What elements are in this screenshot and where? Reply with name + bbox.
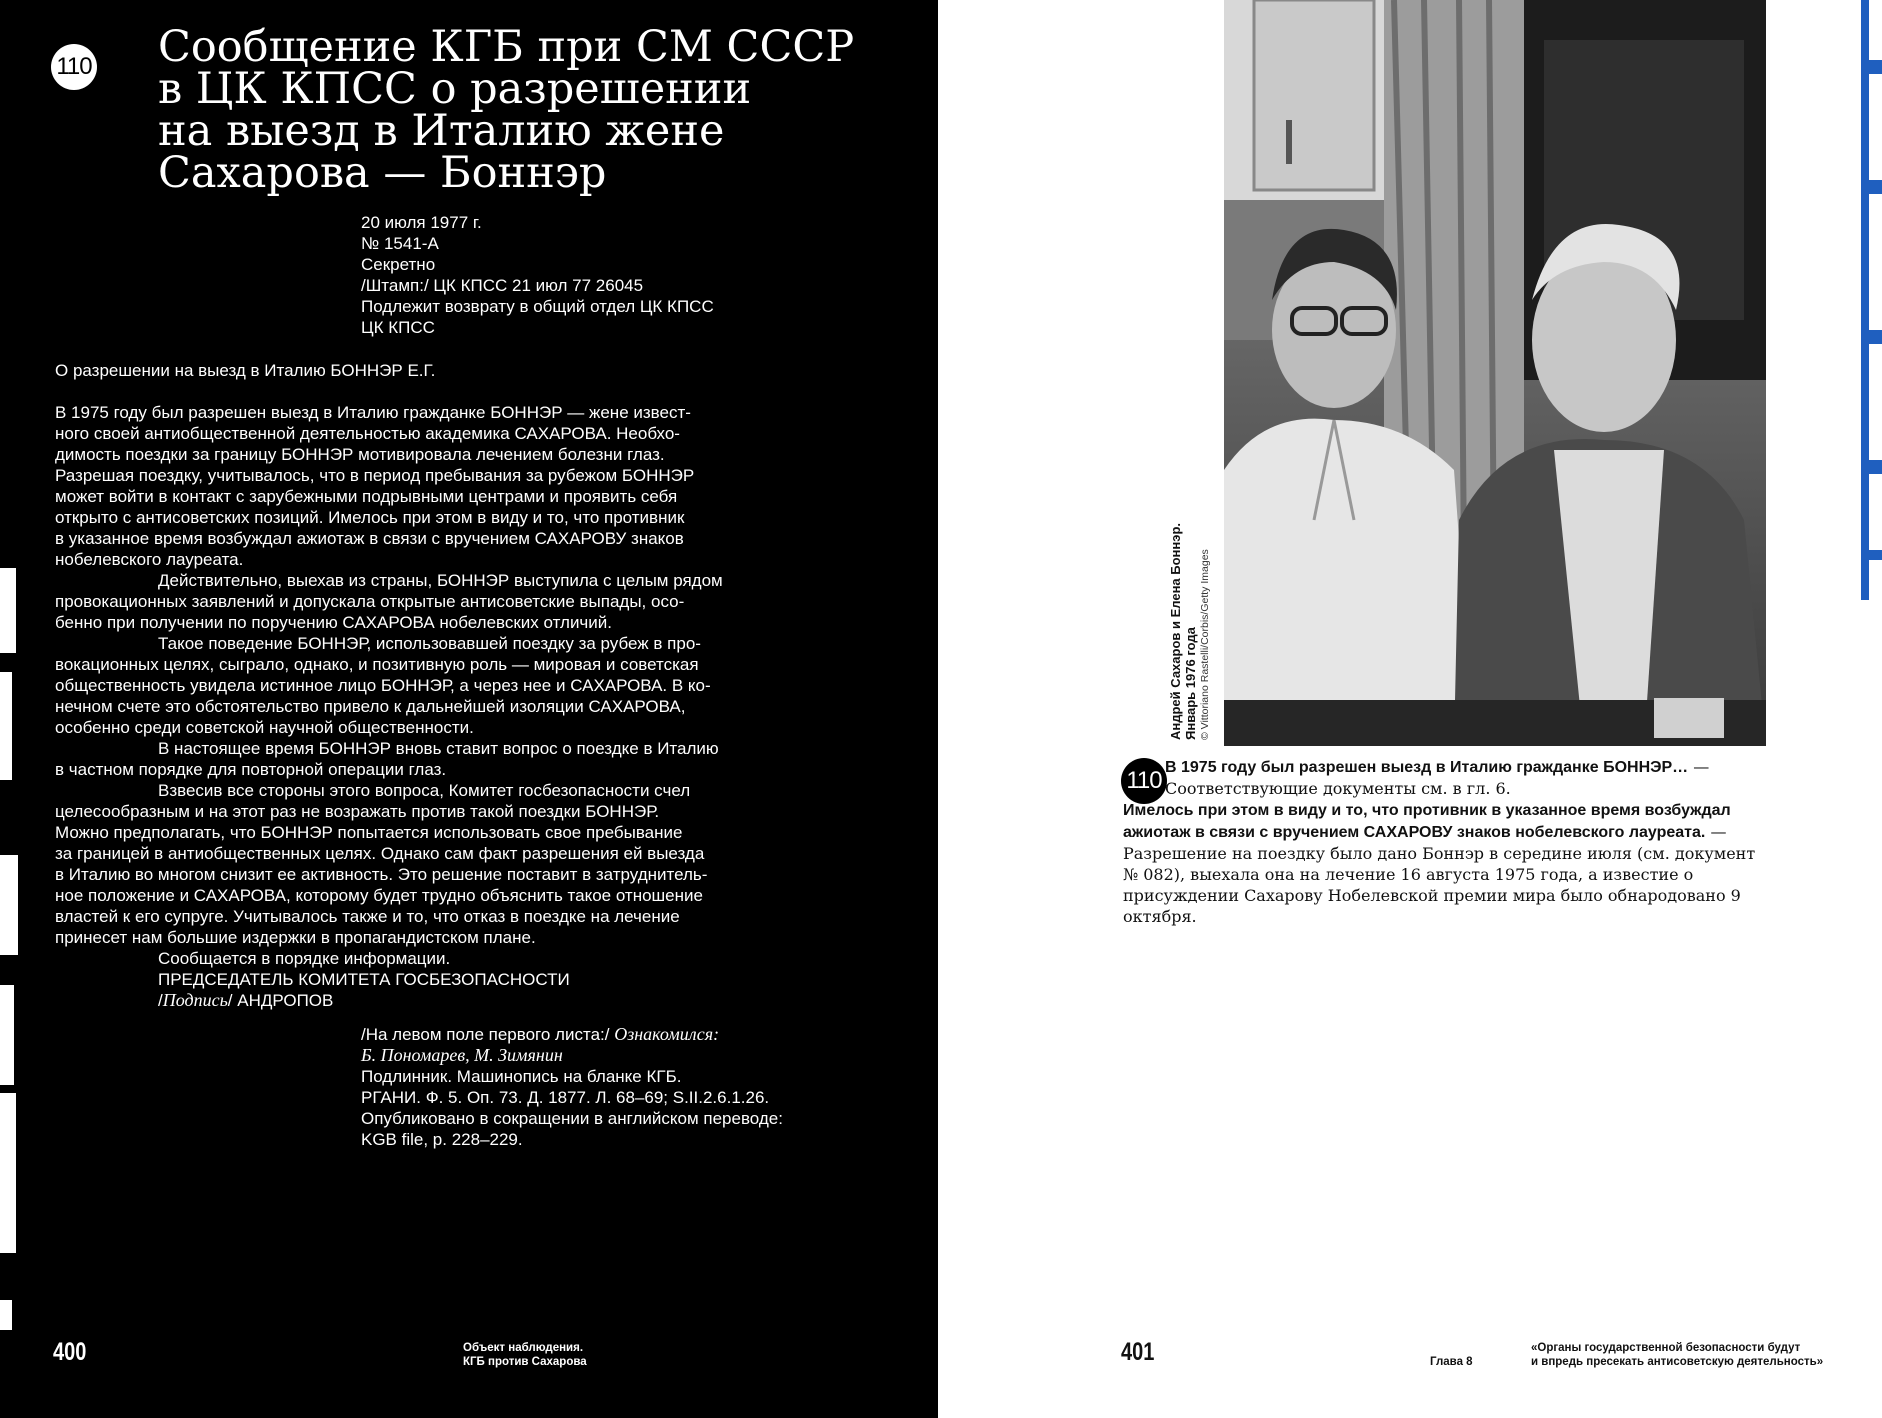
edge-graphic-block — [0, 1093, 16, 1253]
signature-title: ПРЕДСЕДАТЕЛЬ КОМИТЕТА ГОСБЕЗОПАСНОСТИ — [158, 970, 570, 989]
meta-stamp: /Штамп:/ ЦК КПСС 21 июл 77 26045 — [361, 276, 644, 295]
text-line: Такое поведение БОННЭР, использовавшей поездку за рубеж в про- — [158, 634, 701, 653]
photo-illustration — [1224, 0, 1766, 746]
document-metadata — [361, 212, 714, 338]
document-number-badge: 110 — [51, 44, 97, 90]
edge-graphic-block — [0, 568, 16, 653]
title-line: Сообщение КГБ при СМ СССР — [158, 22, 855, 72]
text-line: ное положение и САХАРОВА, которому будет трудно объяснить такое отношение — [55, 886, 703, 905]
right-page — [938, 0, 1882, 1418]
edge-graphic-block — [0, 672, 12, 780]
running-head-line: «Органы государственной безопасности будут — [1531, 1342, 1801, 1354]
page-number: 400 — [53, 1338, 87, 1366]
text-line: властей к его супруге. Учитывалось также и то, что отказ в поездке на лечение — [55, 907, 680, 926]
paragraph — [55, 402, 765, 570]
text-line: нечном счете это обстоятельство привело к дальнейшей изоляции САХАРОВА, — [55, 697, 686, 716]
paragraph — [55, 633, 765, 738]
text-line: вокационных целях, сыграло, однако, и позитивную роль — мировая и советская — [55, 655, 699, 674]
running-head-line: КГБ против Сахарова — [463, 1356, 587, 1368]
running-head-line: и впредь пресекать антисоветскую деятельность» — [1531, 1356, 1824, 1368]
title-line: на выезд в Италию жене — [158, 106, 725, 156]
caption-title-line: Январь 1976 года — [1183, 627, 1198, 740]
text-line: Разрешая поездку, учитывалось, что в период пребывания за рубежом БОННЭР — [55, 466, 695, 485]
meta-date: 20 июля 1977 г. — [361, 213, 482, 232]
meta-addressee: ЦК КПСС — [361, 318, 435, 337]
closing-line: Сообщается в порядке информации. — [158, 949, 451, 968]
paragraph — [55, 570, 765, 633]
meta-return-note: Подлежит возврату в общий отдел ЦК КПСС — [361, 297, 714, 316]
text-line: димость поездки за границу БОННЭР мотивировала лечением болезни глаз. — [55, 445, 665, 464]
chapter-label: Глава 8 — [1430, 1356, 1473, 1368]
note-text: — Соответствующие документы см. в гл. 6. — [1165, 757, 1710, 798]
running-head — [463, 1341, 587, 1369]
meta-classification: Секретно — [361, 255, 436, 274]
text-line: Можно предполагать, что БОННЭР попытается использовать свое пребывание — [55, 823, 683, 842]
photo-credit: © Vittoriano Rastelli/Corbis/Getty Images — [1199, 549, 1211, 740]
photo-caption — [1168, 480, 1213, 740]
text-line: за границей в антиобщественных целях. Однако сам факт разрешения ей выезда — [55, 844, 705, 863]
text-line: бенно при получении по поручению САХАРОВА нобелевских отличий. — [55, 613, 613, 632]
text-line: общественность увидела истинное лицо БОННЭР, а через нее и САХАРОВА. В ко- — [55, 676, 711, 695]
commentary-notes — [1123, 756, 1763, 927]
running-head — [1531, 1341, 1823, 1369]
title-line: Сахарова — Боннэр — [158, 148, 607, 198]
page-number: 401 — [1121, 1338, 1155, 1366]
subject-line: О разрешении на выезд в Италию БОННЭР Е.Г. — [55, 361, 436, 380]
text-line: провокационных заявлений и допускала открытые антисоветские выпады, осо- — [55, 592, 685, 611]
text-line: Действительно, выехав из страны, БОННЭР выступила с целым рядом — [158, 571, 723, 590]
text-line: особенно среди советской научной общественности. — [55, 718, 474, 737]
text-line: В 1975 году был разрешен выезд в Италию гражданке БОННЭР — жене извест- — [55, 403, 691, 422]
text-line: целесообразным и на этот раз не возражать против такой поездки БОННЭР. — [55, 802, 660, 821]
text-line: в Италию во многом снизит ее активность. Это решение поставит в затруднитель- — [55, 865, 708, 884]
annotation-italic: Ознакомился: — [614, 1024, 720, 1044]
running-head-line: Объект наблюдения. — [463, 1342, 584, 1354]
archive-notes — [361, 1024, 881, 1150]
left-page — [0, 0, 938, 1418]
note — [1123, 799, 1763, 927]
note — [1123, 756, 1763, 799]
paragraph — [55, 738, 765, 780]
signature-line: /Подпись/ АНДРОПОВ — [158, 990, 334, 1010]
text-line: в указанное время возбуждал ажиотаж в связи с вручением САХАРОВУ знаков — [55, 529, 684, 548]
text-line: ного своей антиобщественной деятельностью академика САХАРОВА. Необхо- — [55, 424, 680, 443]
edge-graphic-block — [0, 985, 14, 1085]
photograph — [1224, 0, 1766, 746]
document-body — [55, 360, 765, 1011]
text-line: в частном порядке для повторной операции глаз. — [55, 760, 447, 779]
margin-annotation — [361, 1024, 881, 1045]
annotation-names: Б. Пономарев, М. Зимянин — [361, 1045, 563, 1065]
text-line: открыто с антисоветских позиций. Имелось при этом в виду и то, что противник — [55, 508, 685, 527]
edge-graphic-block — [0, 855, 18, 955]
text-line: Взвесив все стороны этого вопроса, Комитет госбезопасности счел — [158, 781, 691, 800]
text-line: нобелевского лауреата. — [55, 550, 244, 569]
archive-line: РГАНИ. Ф. 5. Оп. 73. Д. 1877. Л. 68–69; S.II.2.6.1.26. — [361, 1088, 770, 1107]
text-line: принесет нам большие издержки в пропагандистском плане. — [55, 928, 536, 947]
note-text: — Разрешение на поездку было дано Боннэр в середине июля (см. документ № 082), выехала она на лечение 16 августа 1975 года, а известие о присуждении Сахарову Нобелевской премии мира было обнародовано 9 октября. — [1123, 822, 1756, 926]
title-line: в ЦК КПСС о разрешении — [158, 64, 752, 114]
signature-label: Подпись — [162, 990, 228, 1010]
edge-graphic-block — [0, 1300, 12, 1330]
archive-line: KGB file, p. 228–229. — [361, 1130, 523, 1149]
text-line: В настоящее время БОННЭР вновь ставит вопрос о поездке в Италию — [158, 739, 719, 758]
paragraph — [55, 780, 765, 948]
archive-line: Опубликовано в сокращении в английском переводе: — [361, 1109, 783, 1128]
note-quote: В 1975 году был разрешен выезд в Италию гражданке БОННЭР… — [1165, 759, 1689, 776]
signature-name: АНДРОПОВ — [237, 991, 334, 1010]
caption-title-line: Андрей Сахаров и Елена Боннэр. — [1168, 523, 1183, 740]
archive-line: Подлинник. Машинопись на бланке КГБ. — [361, 1067, 682, 1086]
meta-number: № 1541-А — [361, 234, 439, 253]
document-title — [158, 22, 878, 198]
annotation-prefix: /На левом поле первого листа:/ — [361, 1025, 610, 1044]
note-quote: Имелось при этом в виду и то, что противник в указанное время возбуждал ажиотаж в связи с вручением САХАРОВУ знаков нобелевского лауреата. — [1123, 802, 1731, 841]
chapter-title-graphic — [1855, 0, 1882, 600]
text-line: может войти в контакт с зарубежными подрывными центрами и проявить себя — [55, 487, 678, 506]
document-number-badge: 110 — [1121, 758, 1167, 804]
